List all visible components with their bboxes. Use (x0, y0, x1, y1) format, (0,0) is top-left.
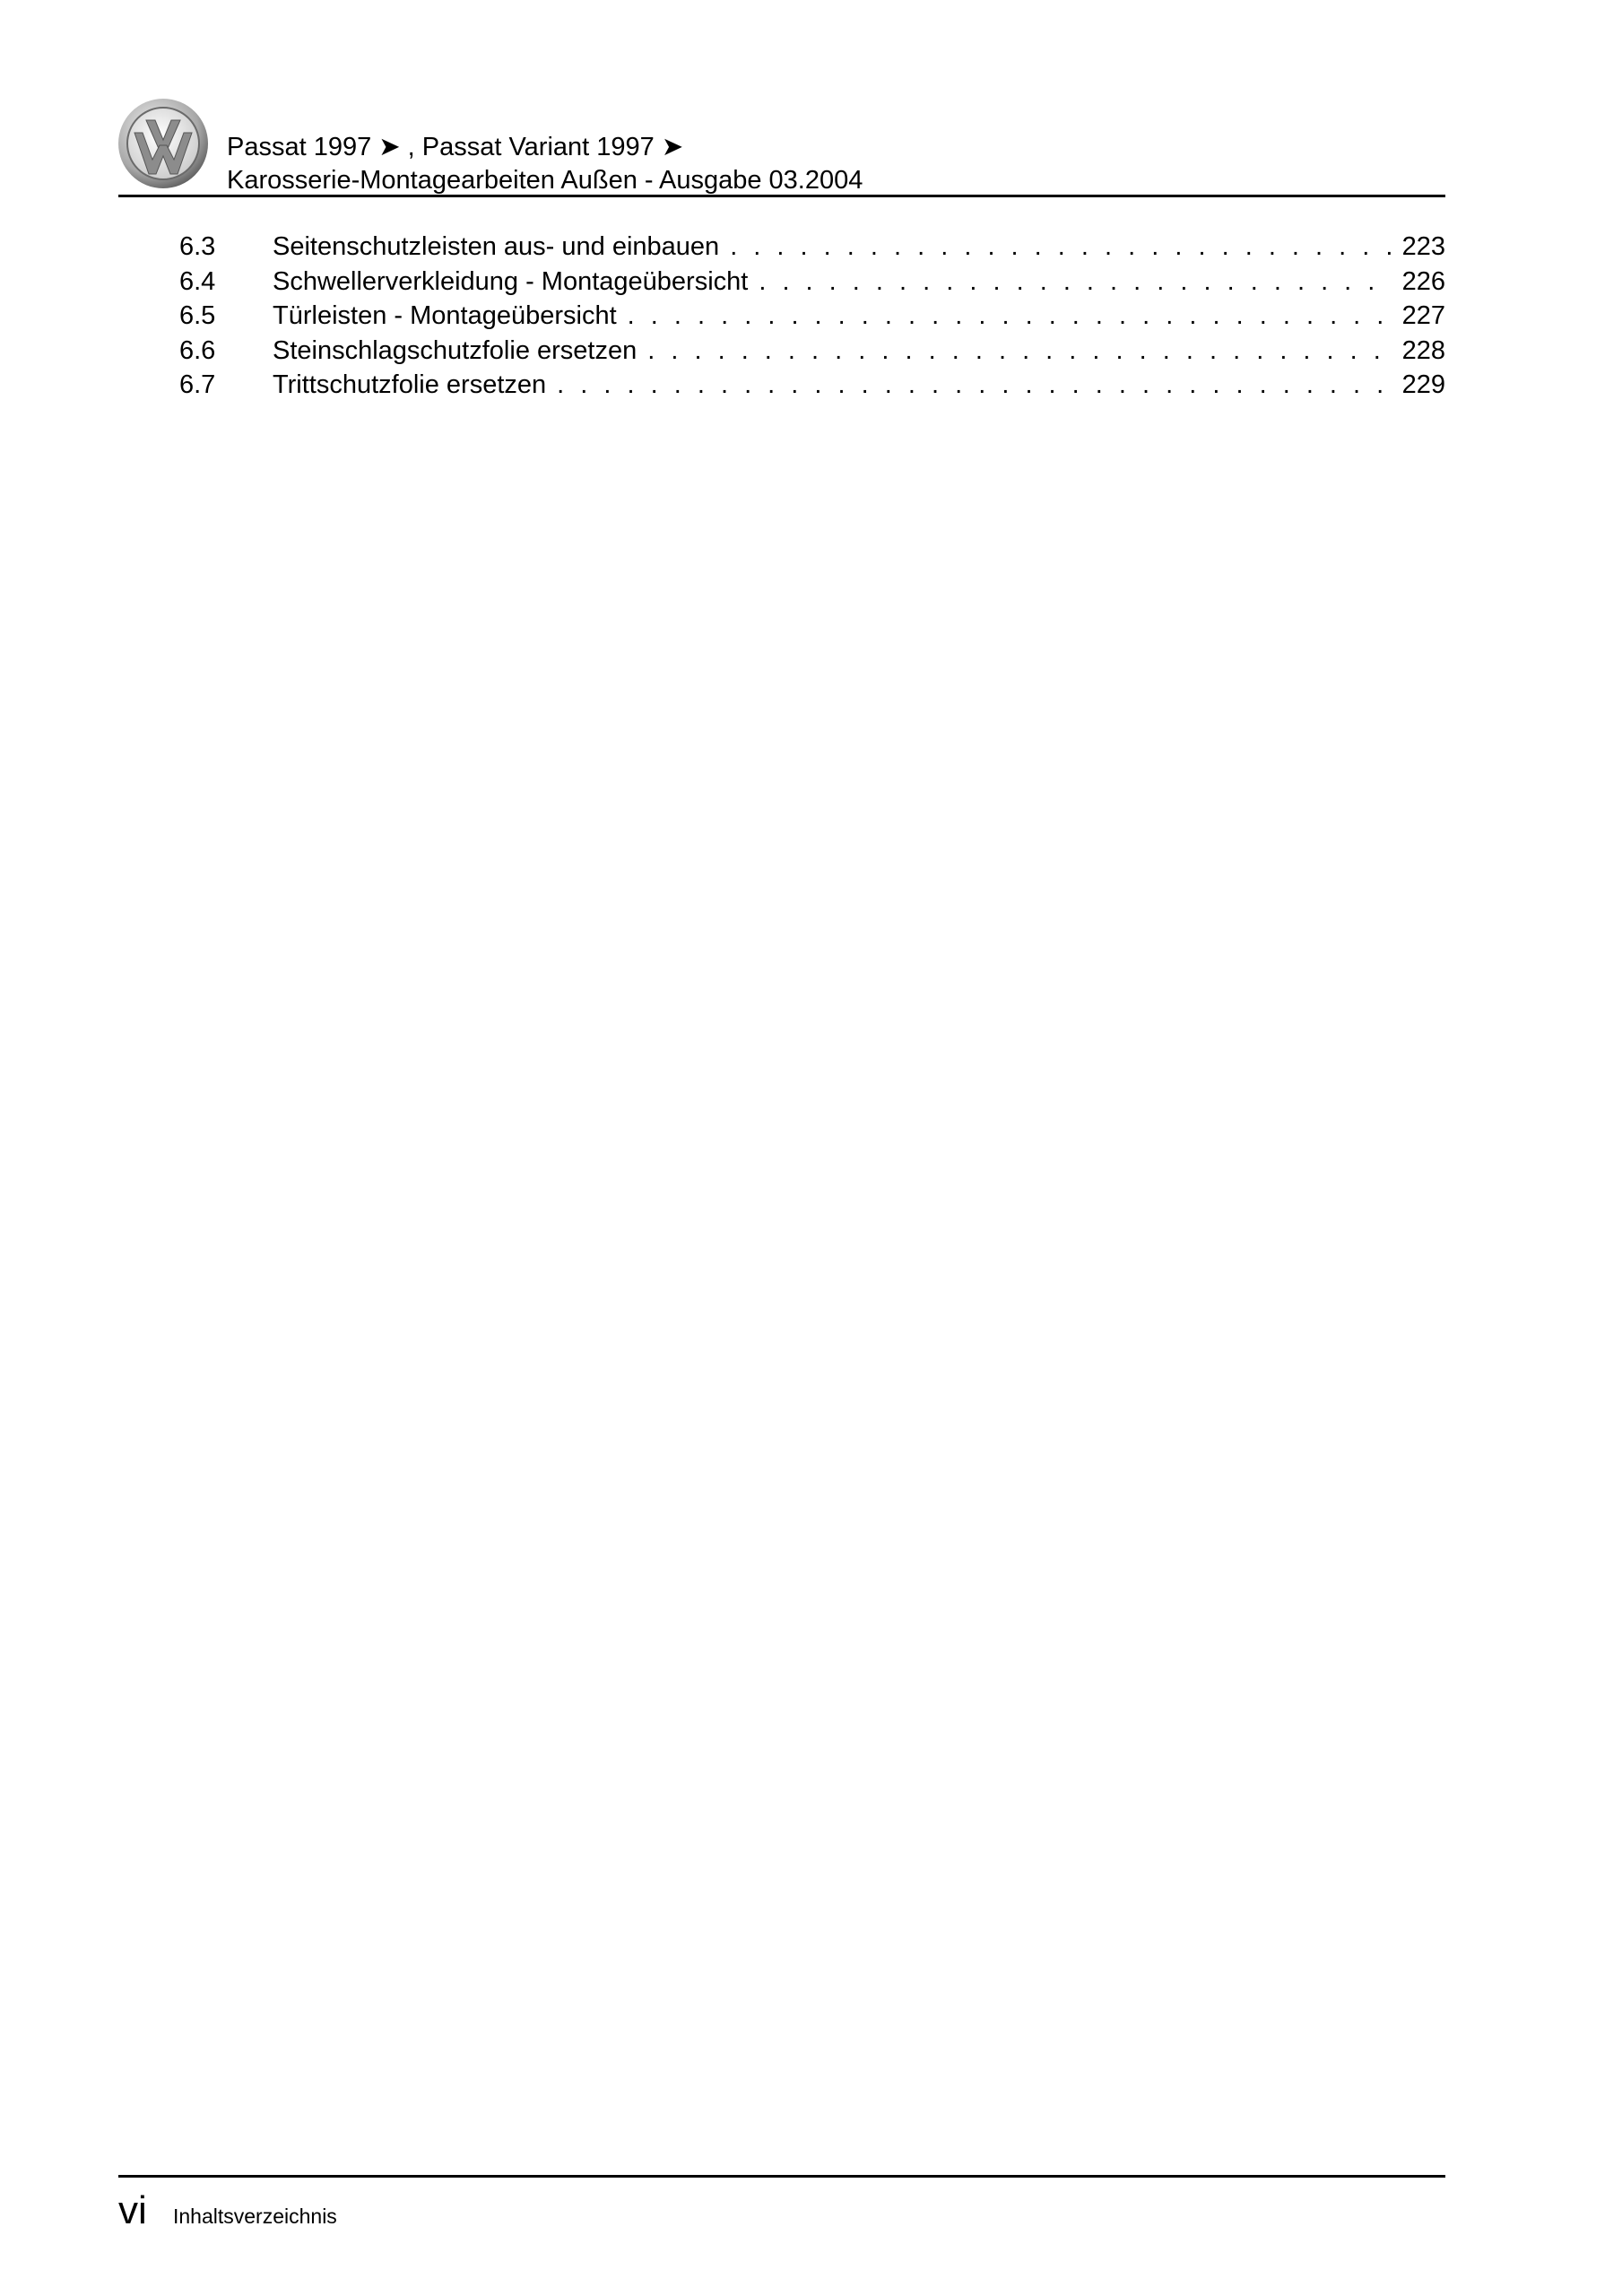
toc-entry-number: 6.3 (179, 232, 216, 261)
header-subtitle: Karosserie-Montagearbeiten Außen - Ausgabe 03.2004 (227, 166, 863, 195)
table-of-contents (179, 230, 1445, 403)
toc-entry-title: Schwellerverkleidung - Montageübersicht (273, 266, 749, 296)
toc-entry-page: 229 (1401, 370, 1445, 399)
toc-entry-title: Steinschlagschutzfolie ersetzen (273, 335, 638, 365)
toc-entry-number: 6.7 (179, 370, 216, 399)
toc-dot-leader (730, 230, 1391, 265)
toc-entry-title: Türleisten - Montageübersicht (273, 301, 617, 330)
toc-entry-page: 228 (1401, 335, 1445, 365)
header-models: Passat 1997 ➤ , Passat Variant 1997 ➤ (227, 133, 684, 161)
toc-entry-page: 226 (1401, 266, 1445, 296)
toc-dot-leader (628, 299, 1392, 334)
toc-entry[interactable] (179, 230, 1445, 265)
toc-entry[interactable] (179, 368, 1445, 403)
toc-entry-title: Trittschutzfolie ersetzen (273, 370, 547, 399)
toc-entry[interactable] (179, 299, 1445, 334)
toc-entry-page: 223 (1401, 232, 1445, 261)
toc-dot-leader (557, 368, 1391, 403)
toc-entry-number: 6.5 (179, 301, 216, 330)
footer-section-label: Inhaltsverzeichnis (173, 2205, 337, 2228)
header-divider (118, 195, 1445, 197)
toc-dot-leader (647, 334, 1391, 369)
toc-entry[interactable] (179, 334, 1445, 369)
vw-logo-icon (117, 97, 210, 190)
toc-entry-number: 6.6 (179, 335, 216, 365)
page-number: vi (118, 2188, 147, 2232)
footer-divider (118, 2175, 1445, 2178)
toc-entry[interactable] (179, 265, 1445, 300)
toc-entry-title: Seitenschutzleisten aus- und einbauen (273, 232, 720, 261)
toc-entry-page: 227 (1401, 301, 1445, 330)
toc-dot-leader (759, 265, 1391, 300)
toc-entry-number: 6.4 (179, 266, 216, 296)
